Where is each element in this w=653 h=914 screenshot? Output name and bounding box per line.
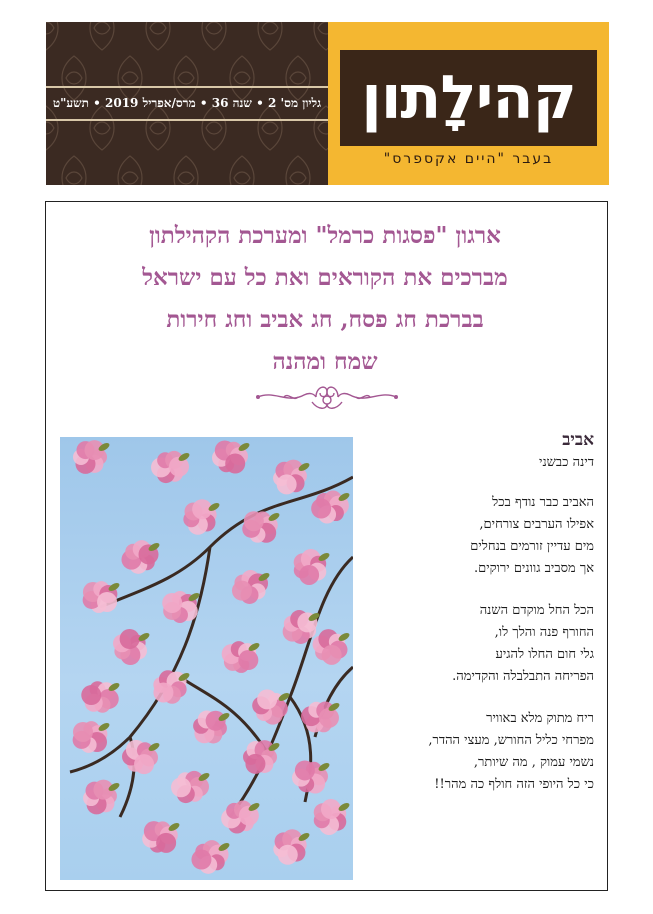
poem-line: הכל החל מוקדם השנה: [479, 603, 594, 618]
poem-stanza-3: [362, 708, 594, 796]
logo-box: [340, 50, 597, 146]
poem-line: מפרחי כליל החורש, מעצי ההדר,: [428, 733, 594, 748]
logo-title: קהילָתון: [361, 63, 576, 133]
poem-line: אפילו הערבים צורחים,: [479, 517, 594, 532]
poem-author: דינה כבשני: [539, 455, 594, 470]
poem-line: ריח מתוק מלא באוויר: [486, 711, 594, 726]
flourish-divider-icon: [254, 380, 400, 414]
issue-line: גליון מס' 2 • שנה 36 • מרס/אפריל 2019 • תשע"ט: [52, 96, 322, 110]
poem-line: החורף פנה והלך לו,: [494, 625, 594, 640]
greeting-line-4: שמח ומהנה: [272, 348, 378, 375]
greeting-line-2: מברכים את הקוראים ואת כל עם ישראל: [142, 264, 508, 291]
logo-panel: [328, 22, 609, 185]
poem-line: כי כל היופי הזה חולף כה מהר!!: [434, 777, 594, 792]
issue-rule-bottom: [46, 119, 328, 121]
poem-line: גלי חום החלו להגיע: [495, 647, 594, 662]
holiday-greeting: [65, 215, 585, 383]
poem-line: האביב כבר נודף בכל: [492, 495, 594, 510]
masthead: [46, 22, 609, 185]
cherry-blossom-photo: [60, 437, 353, 880]
cherry-blossom-icon: [60, 437, 353, 880]
greeting-line-3: בברכת חג פסח, חג אביב וחג חירות: [166, 306, 484, 333]
poem-aviv: [362, 428, 594, 816]
poem-line: נשמי עמוק , מה שיותר,: [473, 755, 594, 770]
poem-title: אביב: [562, 430, 594, 450]
damask-pattern-panel: [46, 22, 328, 185]
poem-line: מים עדיין זורמים בנחלים: [470, 539, 594, 554]
poem-line: אך מסביב גוונים ירוקים.: [473, 561, 594, 576]
logo-subtitle: בעבר "היים אקספרס": [383, 151, 554, 167]
poem-stanza-2: [362, 600, 594, 688]
greeting-line-1: ארגון "פסגות כרמל" ומערכת הקהילתון: [149, 222, 501, 249]
poem-stanza-1: [362, 492, 594, 580]
poem-line: הפריחה התבלבלה והקדימה.: [452, 669, 594, 684]
